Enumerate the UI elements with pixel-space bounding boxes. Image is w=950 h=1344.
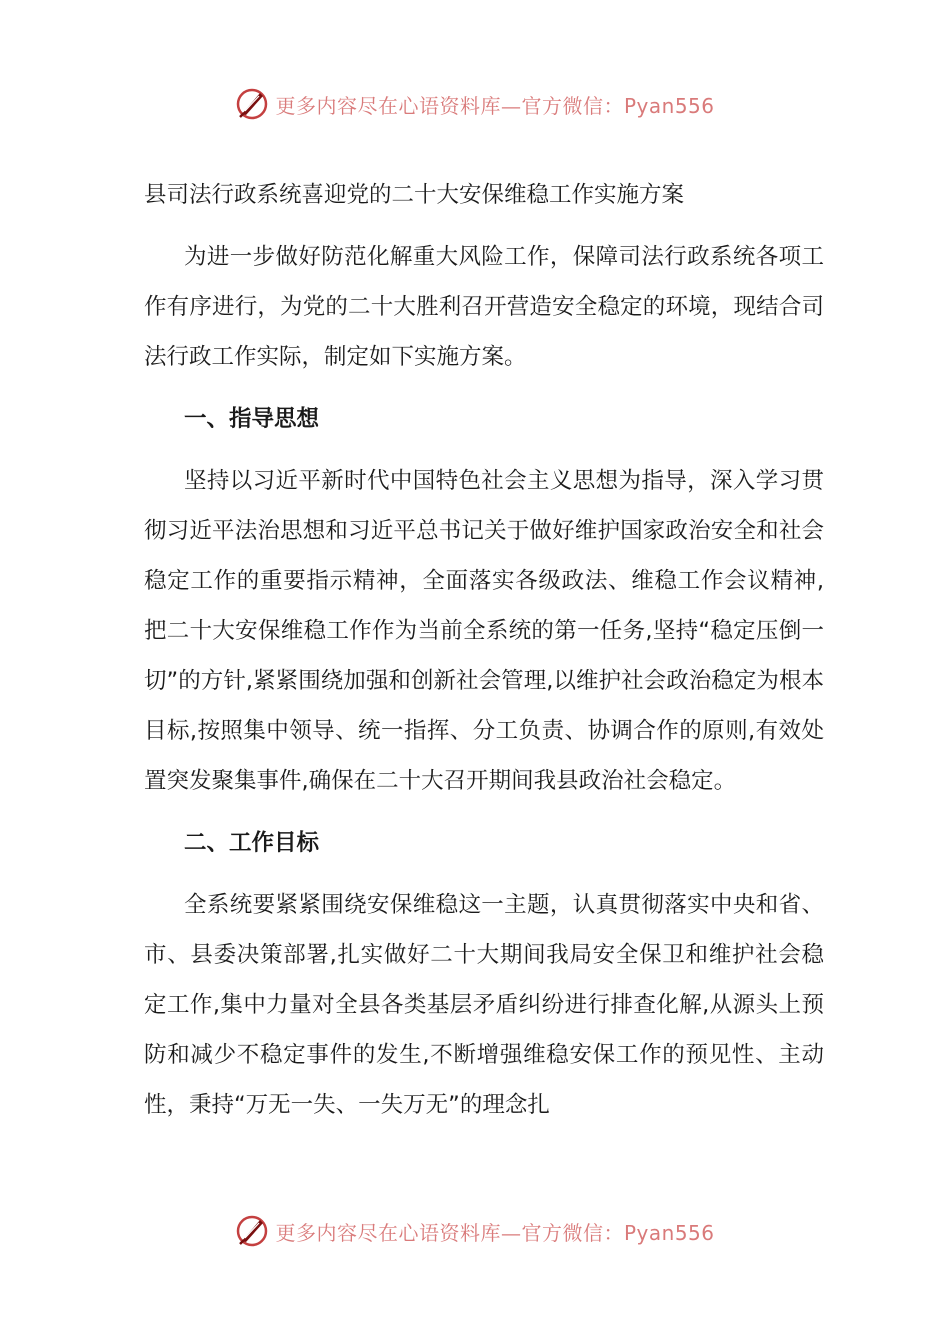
document-body — [144, 170, 824, 1142]
watermark-text: 更多内容尽在心语资料库—官方微信：Pyan556 — [275, 1220, 715, 1245]
intro-paragraph: 为进一步做好防范化解重大风险工作，保障司法行政系统各项工作有序进行，为党的二十大胜利召开营造安全稳定的环境，现结合司法行政工作实际，制定如下实施方案。 — [144, 244, 824, 370]
section2-heading: 二、工作目标 — [184, 830, 320, 856]
section1-paragraph: 坚持以习近平新时代中国特色社会主义思想为指导，深入学习贯彻习近平法治思想和习近平总书记关于做好维护国家政治安全和社会稳定工作的重要指示精神，全面落实各级政法、维稳工作会议精神,把二十大安保维稳工作作为当前全系统的第一任务,坚持“稳定压倒一切”的方针,紧紧围绕加强和创新社会管理,以维护社会政治稳定为根本目标,按照集中领导、统一指挥、分工负责、协调合作的原则,有效处置突发聚集事件,确保在二十大召开期间我县政治社会稳定。 — [144, 468, 824, 794]
quill-logo-icon — [235, 1214, 269, 1248]
section2-paragraph: 全系统要紧紧围绕安保维稳这一主题，认真贯彻落实中央和省、市、县委决策部署,扎实做好二十大期间我局安全保卫和维护社会稳定工作,集中力量对全县各类基层矛盾纠纷进行排查化解,从源头上预防和减少不稳定事件的发生,不断增强维稳安保工作的预见性、主动性，秉持“万无一失、一失万无”的理念扎 — [144, 892, 824, 1118]
document-title: 县司法行政系统喜迎党的二十大安保维稳工作实施方案 — [144, 182, 685, 208]
footer-watermark — [0, 1211, 950, 1251]
section1-heading: 一、指导思想 — [184, 406, 320, 432]
quill-logo-icon — [235, 87, 269, 121]
watermark-text: 更多内容尽在心语资料库—官方微信：Pyan556 — [275, 93, 715, 118]
header-watermark — [0, 84, 950, 124]
watermark-id: Pyan556 — [623, 1220, 715, 1245]
watermark-id: Pyan556 — [623, 93, 715, 118]
